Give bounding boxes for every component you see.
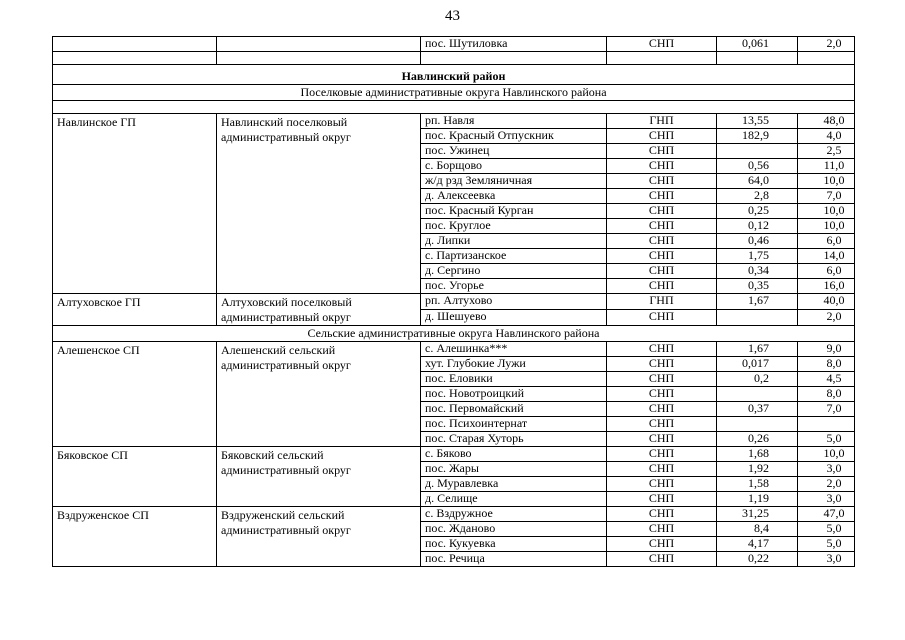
settlement-name: пос. Кукуевка <box>421 537 607 552</box>
value-2: 4,0 <box>798 129 855 144</box>
settlement-type: СНП <box>607 417 717 432</box>
settlement-type: СНП <box>607 279 717 294</box>
table-row <box>53 114 855 129</box>
settlement-type: СНП <box>607 204 717 219</box>
settlement-district: Алешенское СП <box>53 342 217 447</box>
value-2: 48,0 <box>798 114 855 129</box>
settlement-type: СНП <box>607 159 717 174</box>
value-2: 9,0 <box>798 342 855 357</box>
value-1 <box>717 310 798 326</box>
value-1: 2,8 <box>717 189 798 204</box>
value-2: 10,0 <box>798 174 855 189</box>
settlements-table <box>52 36 855 567</box>
settlement-name: рп. Алтухово <box>421 294 607 310</box>
settlement-district: Вздруженское СП <box>53 507 217 567</box>
value-2: 10,0 <box>798 447 855 462</box>
value-1: 31,25 <box>717 507 798 522</box>
value-1: 8,4 <box>717 522 798 537</box>
settlement-name: пос. Речица <box>421 552 607 567</box>
value-2: 5,0 <box>798 432 855 447</box>
value-1: 0,56 <box>717 159 798 174</box>
settlement-type: СНП <box>607 387 717 402</box>
table-body <box>53 37 855 567</box>
settlement-type: СНП <box>607 189 717 204</box>
value-1 <box>717 144 798 159</box>
settlement-name: с. Алешинка*** <box>421 342 607 357</box>
value-1: 0,2 <box>717 372 798 387</box>
settlement-type: СНП <box>607 432 717 447</box>
settlement-district: Бяковское СП <box>53 447 217 507</box>
value-1: 1,58 <box>717 477 798 492</box>
value-2: 5,0 <box>798 537 855 552</box>
value-1: 0,34 <box>717 264 798 279</box>
page-number: 43 <box>445 8 460 24</box>
table-row <box>53 507 855 522</box>
value-1: 0,25 <box>717 204 798 219</box>
settlement-type: СНП <box>607 372 717 387</box>
value-1: 64,0 <box>717 174 798 189</box>
settlement-type: СНП <box>607 174 717 189</box>
value-1: 1,19 <box>717 492 798 507</box>
settlement-type: ГНП <box>607 294 717 310</box>
settlement-name: пос. Угорье <box>421 279 607 294</box>
settlement-name: пос. Первомайский <box>421 402 607 417</box>
settlement-type: СНП <box>607 37 717 52</box>
value-1: 0,017 <box>717 357 798 372</box>
value-1: 1,67 <box>717 342 798 357</box>
value-1: 0,35 <box>717 279 798 294</box>
subsection-title: Поселковые административные округа Навлинского района <box>53 85 855 101</box>
value-1: 0,46 <box>717 234 798 249</box>
settlement-type: СНП <box>607 129 717 144</box>
settlement-district: Алтуховское ГП <box>53 294 217 326</box>
settlement-type: СНП <box>607 522 717 537</box>
settlement-type: СНП <box>607 264 717 279</box>
value-2: 7,0 <box>798 189 855 204</box>
value-2: 2,0 <box>798 477 855 492</box>
table-row <box>53 342 855 357</box>
settlement-name: д. Муравлевка <box>421 477 607 492</box>
settlement-name: пос. Жары <box>421 462 607 477</box>
value-2: 3,0 <box>798 492 855 507</box>
value-1: 0,26 <box>717 432 798 447</box>
value-2: 5,0 <box>798 522 855 537</box>
value-1: 4,17 <box>717 537 798 552</box>
value-2: 14,0 <box>798 249 855 264</box>
administrative-district: Алтуховский поселковый административный округ <box>217 294 421 326</box>
table-row <box>53 37 855 52</box>
settlement-name: с. Борщово <box>421 159 607 174</box>
settlement-name: д. Алексеевка <box>421 189 607 204</box>
settlement-name: пос. Ужинец <box>421 144 607 159</box>
settlement-name: ж/д рзд Земляничная <box>421 174 607 189</box>
value-1 <box>717 417 798 432</box>
subsection-row <box>53 326 855 342</box>
administrative-district: Бяковский сельский административный округ <box>217 447 421 507</box>
value-1 <box>717 387 798 402</box>
settlement-type: СНП <box>607 357 717 372</box>
value-2: 3,0 <box>798 462 855 477</box>
settlement-name: рп. Навля <box>421 114 607 129</box>
settlement-name: пос. Жданово <box>421 522 607 537</box>
administrative-district: Алешенский сельский административный округ <box>217 342 421 447</box>
settlement-name: пос. Старая Хуторь <box>421 432 607 447</box>
administrative-district: Навлинский поселковый административный округ <box>217 114 421 294</box>
value-2: 8,0 <box>798 357 855 372</box>
subsection-title: Сельские административные округа Навлинского района <box>53 326 855 342</box>
value-2 <box>798 417 855 432</box>
value-1: 0,061 <box>717 37 798 52</box>
value-2: 2,0 <box>798 37 855 52</box>
settlement-type: СНП <box>607 477 717 492</box>
settlement-name: пос. Шутиловка <box>421 37 607 52</box>
settlement-type: СНП <box>607 552 717 567</box>
value-2: 2,0 <box>798 310 855 326</box>
settlement-type: СНП <box>607 144 717 159</box>
settlement-type: СНП <box>607 219 717 234</box>
value-2: 10,0 <box>798 219 855 234</box>
table-row <box>53 447 855 462</box>
value-1: 1,92 <box>717 462 798 477</box>
settlement-name: хут. Глубокие Лужи <box>421 357 607 372</box>
settlement-name: пос. Психоинтернат <box>421 417 607 432</box>
value-2: 2,5 <box>798 144 855 159</box>
value-2: 10,0 <box>798 204 855 219</box>
settlement-type: СНП <box>607 249 717 264</box>
value-2: 16,0 <box>798 279 855 294</box>
settlement-name: пос. Еловики <box>421 372 607 387</box>
value-1: 0,12 <box>717 219 798 234</box>
value-2: 4,5 <box>798 372 855 387</box>
settlement-name: пос. Новотроицкий <box>421 387 607 402</box>
settlement-type: СНП <box>607 447 717 462</box>
value-2: 6,0 <box>798 234 855 249</box>
table-row <box>53 294 855 310</box>
settlement-type: СНП <box>607 234 717 249</box>
value-2: 11,0 <box>798 159 855 174</box>
value-1: 1,68 <box>717 447 798 462</box>
value-1: 1,67 <box>717 294 798 310</box>
section-title: Навлинский район <box>53 65 855 85</box>
settlement-type: СНП <box>607 310 717 326</box>
settlement-name: пос. Красный Курган <box>421 204 607 219</box>
settlement-name: с. Партизанское <box>421 249 607 264</box>
settlement-type: СНП <box>607 537 717 552</box>
value-1: 0,37 <box>717 402 798 417</box>
settlement-type: ГНП <box>607 114 717 129</box>
settlement-type: СНП <box>607 462 717 477</box>
settlement-type: СНП <box>607 492 717 507</box>
administrative-district: Вздруженский сельский административный округ <box>217 507 421 567</box>
settlement-name: пос. Круглое <box>421 219 607 234</box>
settlement-name: д. Селище <box>421 492 607 507</box>
value-2: 8,0 <box>798 387 855 402</box>
value-1: 182,9 <box>717 129 798 144</box>
settlement-name: д. Шешуево <box>421 310 607 326</box>
settlement-type: СНП <box>607 402 717 417</box>
settlement-type: СНП <box>607 342 717 357</box>
subsection-row <box>53 85 855 101</box>
settlement-name: д. Липки <box>421 234 607 249</box>
value-1: 1,75 <box>717 249 798 264</box>
value-2: 6,0 <box>798 264 855 279</box>
settlement-type: СНП <box>607 507 717 522</box>
value-2: 40,0 <box>798 294 855 310</box>
value-2: 3,0 <box>798 552 855 567</box>
section-row <box>53 65 855 85</box>
settlement-name: с. Вздружное <box>421 507 607 522</box>
spacer-row <box>53 52 855 65</box>
settlement-name: с. Бяково <box>421 447 607 462</box>
settlement-name: д. Сергино <box>421 264 607 279</box>
spacer-row <box>53 101 855 114</box>
settlement-district: Навлинское ГП <box>53 114 217 294</box>
value-2: 47,0 <box>798 507 855 522</box>
settlement-name: пос. Красный Отпускник <box>421 129 607 144</box>
value-1: 0,22 <box>717 552 798 567</box>
value-1: 13,55 <box>717 114 798 129</box>
value-2: 7,0 <box>798 402 855 417</box>
